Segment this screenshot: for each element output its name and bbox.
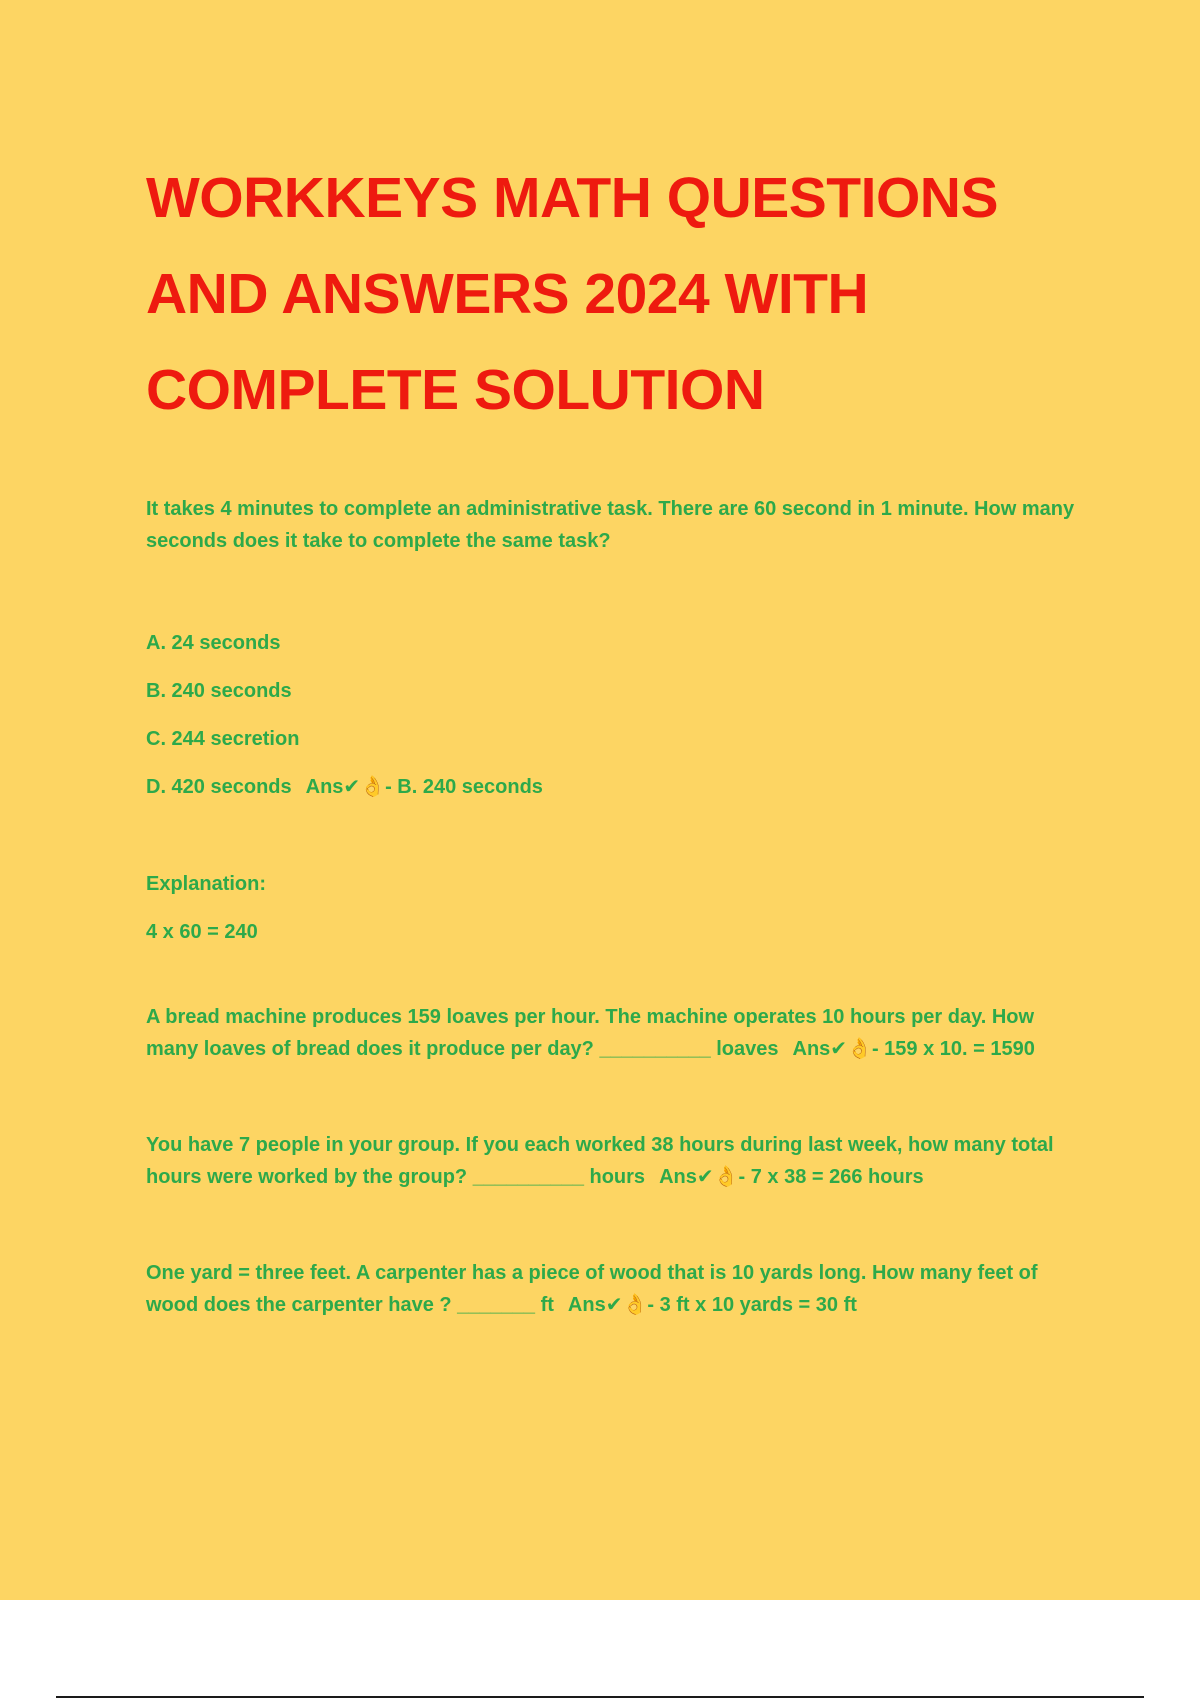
- title-line-3: COMPLETE SOLUTION: [146, 358, 765, 422]
- answer-2: Ans✔👌- 159 x 10. = 1590: [792, 1038, 1035, 1060]
- option-c: C. 244 secretion: [146, 728, 300, 750]
- question-2-text: [146, 1001, 1086, 1065]
- question-4-body: One yard = three feet. A carpenter has a piece of wood that is 10 yards long. How many feet of wood does the carpenter have ? _______ ft: [146, 1262, 1038, 1316]
- document-content: [146, 150, 1086, 1321]
- question-3-body: You have 7 people in your group. If you each worked 38 hours during last week, how many total hours were worked by the group? __________ hours: [146, 1134, 1054, 1188]
- option-a: A. 24 seconds: [146, 632, 281, 654]
- explanation-label: Explanation:: [146, 873, 267, 895]
- question-3-text: [146, 1129, 1086, 1193]
- question-2: [146, 1001, 1086, 1065]
- option-d-with-answer: [146, 763, 1086, 811]
- question-2-body: A bread machine produces 159 loaves per hour. The machine operates 10 hours per day. How many loaves of bread does it produce per day? __________ loaves: [146, 1006, 1035, 1060]
- answer-3: Ans✔👌- 7 x 38 = 266 hours: [659, 1166, 924, 1188]
- title-line-2: AND ANSWERS 2024 WITH: [146, 262, 869, 326]
- question-1-options: [146, 619, 1086, 811]
- question-1-explanation: [146, 860, 1086, 956]
- answer-1: Ans✔👌- B. 240 seconds: [305, 776, 543, 798]
- question-1-text: It takes 4 minutes to complete an administrative task. There are 60 second in 1 minute. How many seconds does it take to complete the same task?: [146, 498, 1075, 552]
- explanation-text: 4 x 60 = 240: [146, 921, 258, 943]
- question-4: [146, 1257, 1086, 1321]
- page-divider: [56, 1696, 1144, 1698]
- option-d: D. 420 seconds: [146, 776, 292, 798]
- question-1: [146, 493, 1086, 956]
- question-3: [146, 1129, 1086, 1193]
- title-line-1: WORKKEYS MATH QUESTIONS: [146, 166, 998, 230]
- document-title: [146, 150, 1086, 438]
- option-b: B. 240 seconds: [146, 680, 292, 702]
- answer-4: Ans✔👌- 3 ft x 10 yards = 30 ft: [567, 1294, 857, 1316]
- question-4-text: [146, 1257, 1086, 1321]
